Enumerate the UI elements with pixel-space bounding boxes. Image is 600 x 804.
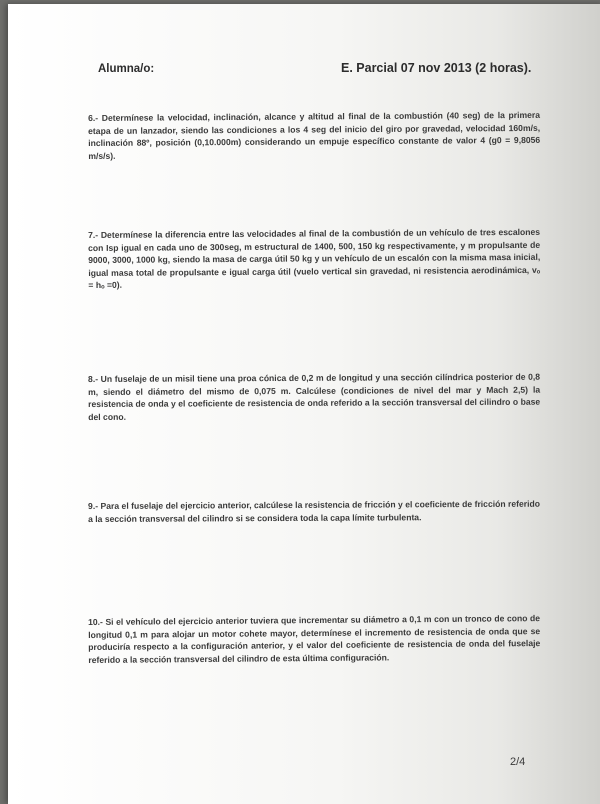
exam-sheet — [8, 4, 600, 804]
question-10: 10.- Si el vehículo del ejercicio anterior tuviera que incrementar su diámetro a 0,1 m con un tronco de cono de longitud 0,1 m para alojar un motor cohete mayor, determínese el incremento de resistencia de onda que se produciría respecto a la configuración anterior, y el valor del coeficiente de resistencia de onda del fuselaje referido a la sección transversal del cilindro de esta última configuración. — [88, 613, 541, 665]
exam-title: E. Parcial 07 nov 2013 (2 horas). — [341, 61, 532, 75]
question-8: 8.- Un fuselaje de un misil tiene una proa cónica de 0,2 m de longitud y una sección cilíndrica posterior de 0,8 m, siendo el diámetro del mismo de 0,075 m. Calcúlese (condiciones de nivel del mar y Mach 2,5) la resistencia de onda y el coeficiente de resistencia de onda referido a la sección transversal del cilindro o base del cono. — [88, 371, 541, 422]
question-7: 7.- Determínese la diferencia entre las velocidades al final de la combustión de un vehículo de tres escalones con Isp igual en cada uno de 300seg, m estructural de 1400, 500, 150 kg respectivamente, y m propulsante de 9000, 3000, 1000 kg, siendo la masa de carga útil 50 kg y un vehículo de un escalón con la misma masa inicial, igual masa total de propulsante e igual carga útil (vuelo vertical sin gravedad, ni resistencia aerodinámica, vₒ = hₒ =0). — [88, 226, 541, 290]
question-6: 6.- Determínese la velocidad, inclinación, alcance y altitud al final de la combustión (40 seg) de la primera etapa de un lanzador, siendo las condiciones a los 4 seg del inicio del giro por gravedad, velocidad 160m/s, inclinación 88º, posición (0,10.000m) considerando un empuje específico constante de valor 4 (g0 = 9,8056 m/s/s). — [88, 109, 541, 161]
question-9: 9.- Para el fuselaje del ejercicio anterior, calcúlese la resistencia de fricción y el coeficiente de fricción referido a la sección transversal del cilindro si se considera toda la capa límite turbulenta. — [88, 498, 541, 524]
student-name-label: Alumna/o: — [98, 63, 155, 75]
page-number: 2/4 — [510, 756, 526, 768]
